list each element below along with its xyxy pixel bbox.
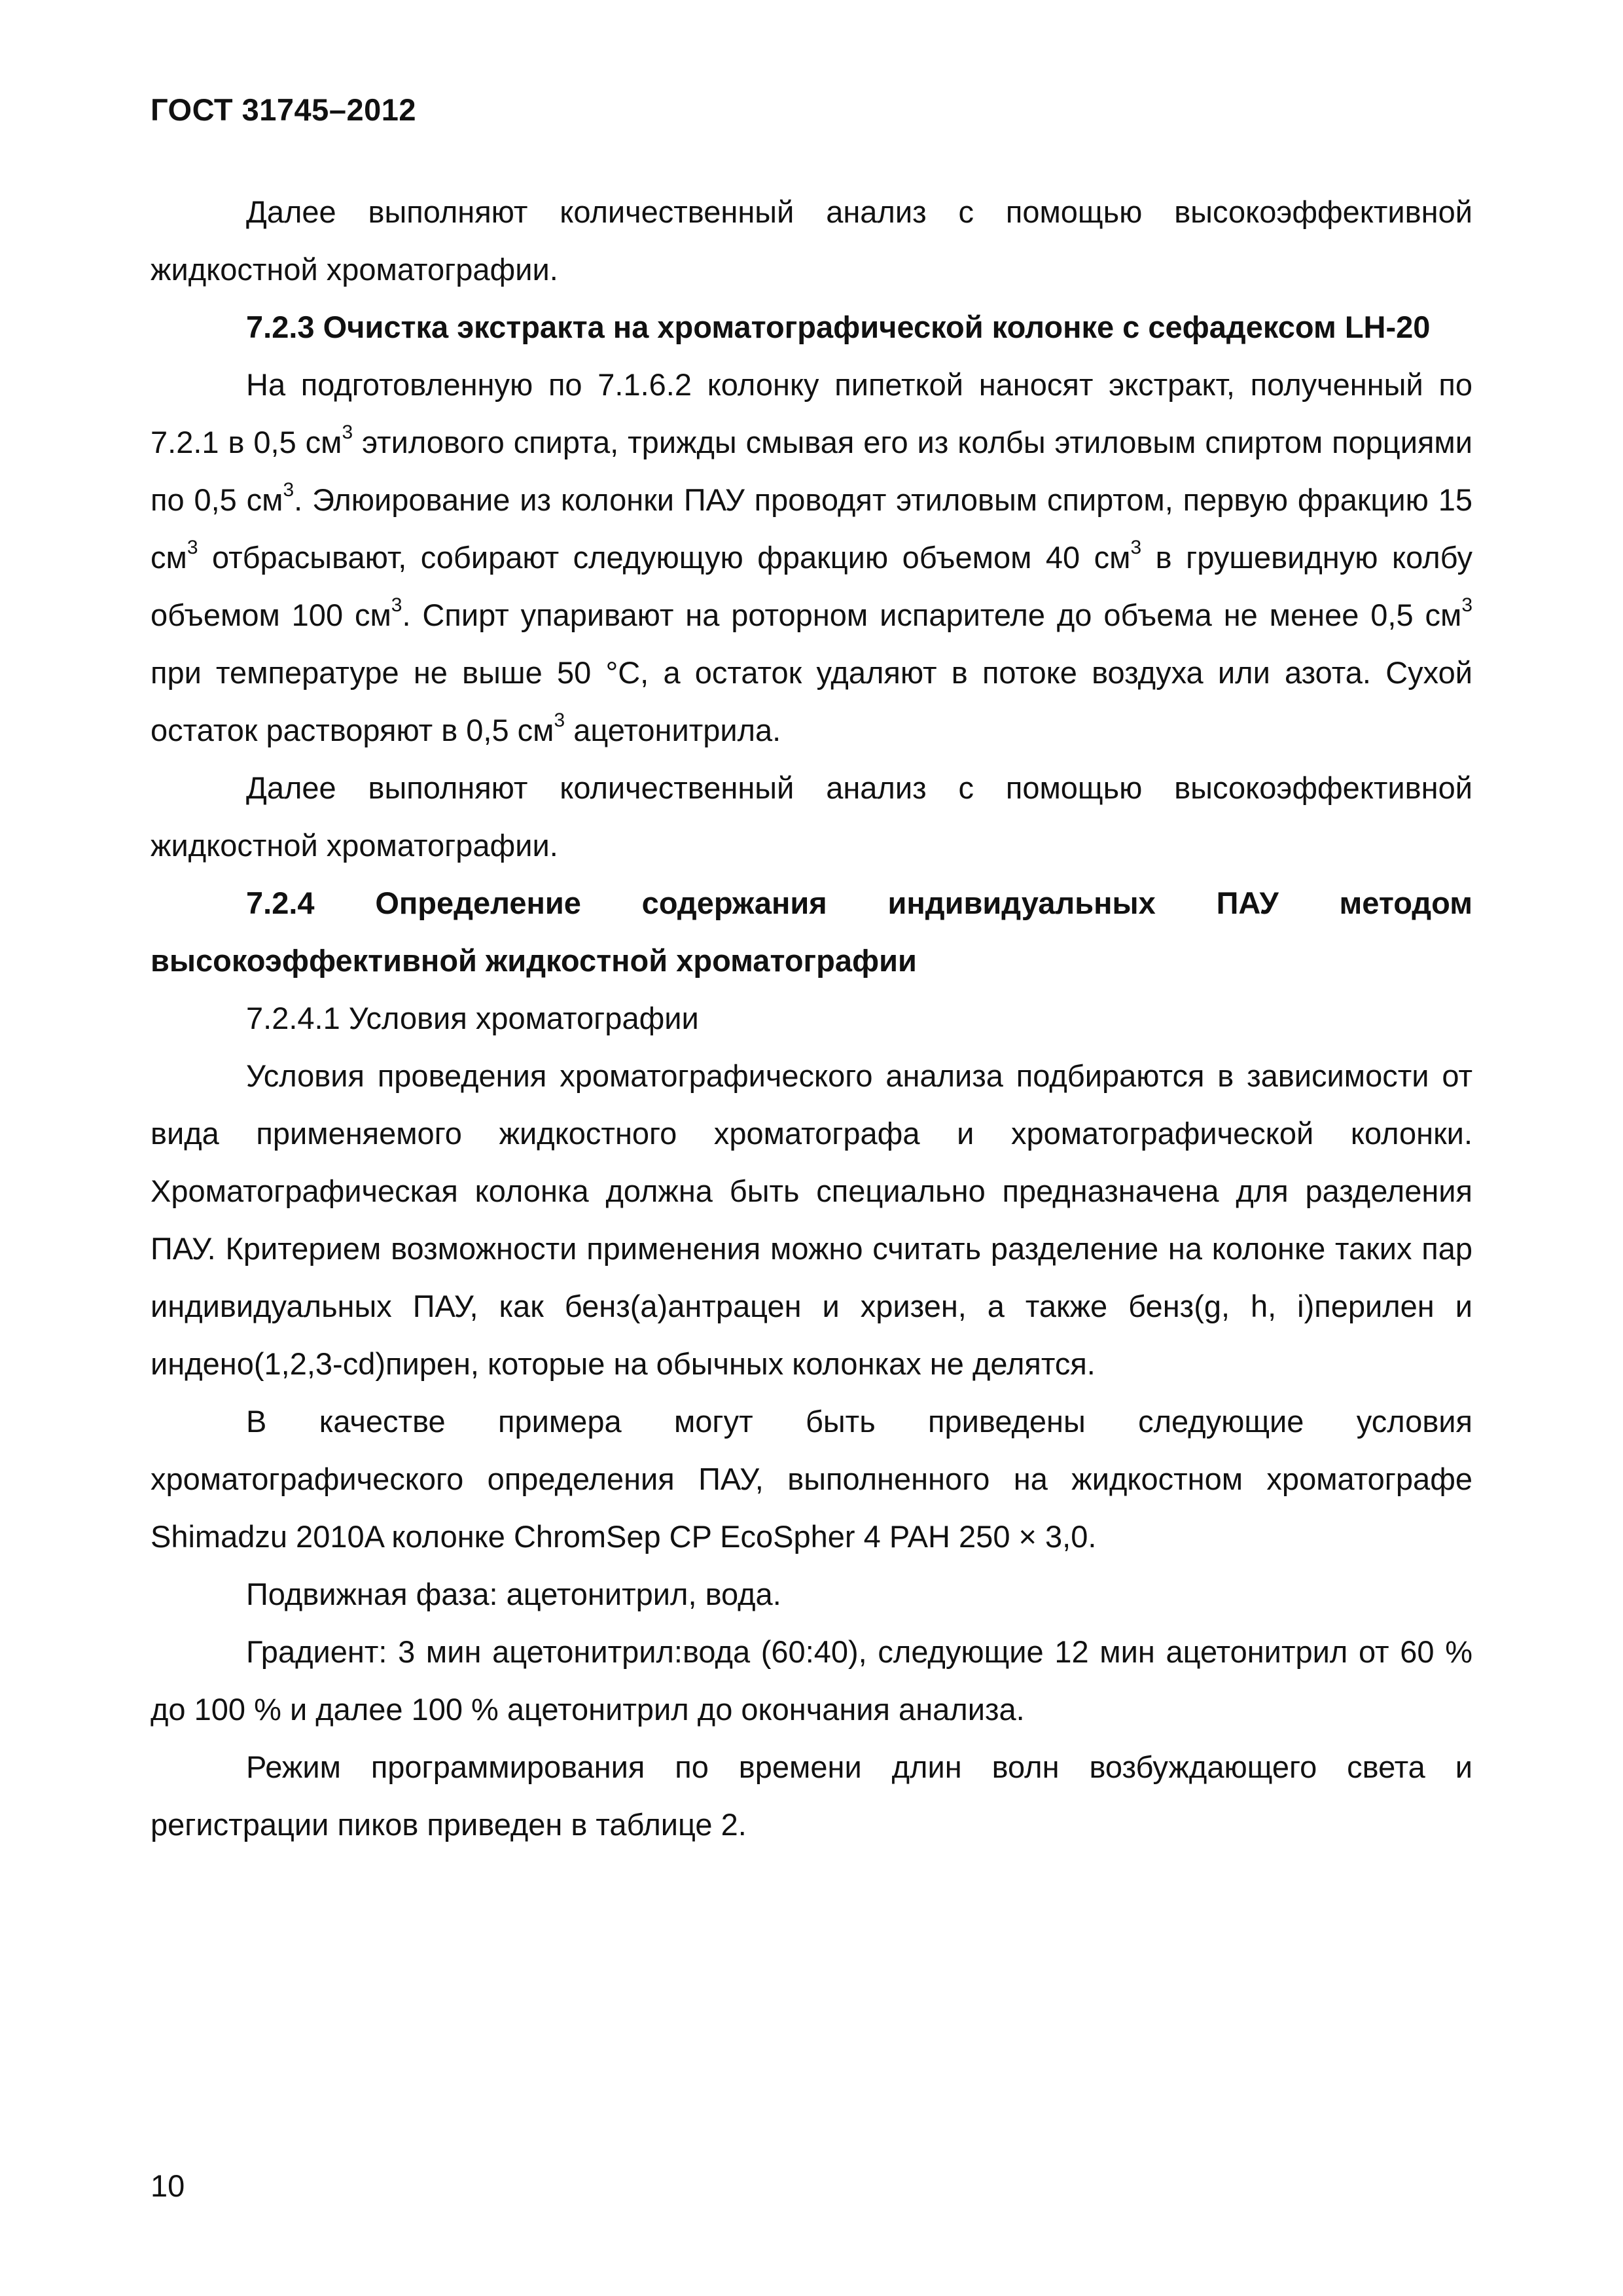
body-text: [151, 183, 1472, 1854]
paragraph-wavelength-program: Режим программирования по времени длин волн возбуждающего света и регистрации пиков приведен в таблице 2.: [151, 1749, 1472, 1842]
subsection-heading-7-2-4-1: 7.2.4.1 Условия хроматографии: [246, 1001, 699, 1035]
text-fragment: отбрасывают, собирают следующую фракцию объемом 40 см: [198, 540, 1131, 575]
section-heading-7-2-3: 7.2.3 Очистка экстракта на хроматографической колонке с сефадексом LH-20: [246, 310, 1431, 344]
text-fragment: . Спирт упаривают на роторном испарителе до объема не менее 0,5 см: [402, 598, 1462, 632]
superscript: 3: [554, 709, 565, 731]
text-fragment: На подготовленную по 7.1.6.2 колонку пипеткой наносят экстракт, полученный по 7.2.1 в 0,5 см: [151, 367, 1472, 459]
text-fragment: в грушевидную колбу объемом 100 см: [151, 540, 1472, 632]
superscript: 3: [1130, 537, 1142, 558]
paragraph-analysis-note-2: Далее выполняют количественный анализ с помощью высокоэффективной жидкостной хроматографии.: [151, 770, 1472, 863]
text-fragment: ацетонитрила.: [565, 713, 781, 747]
superscript: 3: [283, 479, 294, 501]
text-fragment: этилового спирта, трижды смывая его из колбы этиловым спиртом порциями по 0,5 см: [151, 425, 1472, 517]
standard-code-header: ГОСТ 31745–2012: [151, 92, 417, 127]
paragraph-chromatography-conditions: Условия проведения хроматографического анализа подбираются в зависимости от вида применяемого жидкостного хроматографа и хроматографической колонки. Хроматографическая колонка должна быть специально предназначена для разделения ПАУ. Критерием возможности применения можно считать разделение на колонке таких пар индивидуальных ПАУ, как бенз(а)антрацен и хризен, а также бенз(g, h, i)перилен и индено(1,2,3-cd)пирен, которые на обычных колонках не делятся.: [151, 1058, 1472, 1381]
section-heading-7-2-4: 7.2.4 Определение содержания индивидуальных ПАУ методом высокоэффективной жидкостной хроматографии: [151, 886, 1472, 978]
paragraph-mobile-phase: Подвижная фаза: ацетонитрил, вода.: [246, 1577, 781, 1611]
paragraph-analysis-note-1: Далее выполняют количественный анализ с помощью высокоэффективной жидкостной хроматографии.: [151, 194, 1472, 287]
superscript: 3: [391, 594, 402, 616]
paragraph-example-conditions: В качестве примера могут быть приведены следующие условия хроматографического определения ПАУ, выполненного на жидкостном хроматографе Shimadzu 2010A колонке ChromSep CP EcoSpher 4 PAH 250 × 3,0.: [151, 1404, 1472, 1554]
paragraph-column-procedure: [151, 356, 1472, 759]
superscript: 3: [1461, 594, 1472, 616]
paragraph-gradient: Градиент: 3 мин ацетонитрил:вода (60:40), следующие 12 мин ацетонитрил от 60 % до 100 % и далее 100 % ацетонитрил до окончания анализа.: [151, 1634, 1472, 1727]
text-fragment: . Элюирование из колонки ПАУ проводят этиловым спиртом, первую фракцию 15 см: [151, 482, 1472, 575]
superscript: 3: [187, 537, 198, 558]
text-fragment: при температуре не выше 50 °С, а остаток удаляют в потоке воздуха или азота. Сухой остаток растворяют в 0,5 см: [151, 655, 1472, 747]
superscript: 3: [342, 422, 353, 443]
page-number: 10: [151, 2168, 185, 2203]
